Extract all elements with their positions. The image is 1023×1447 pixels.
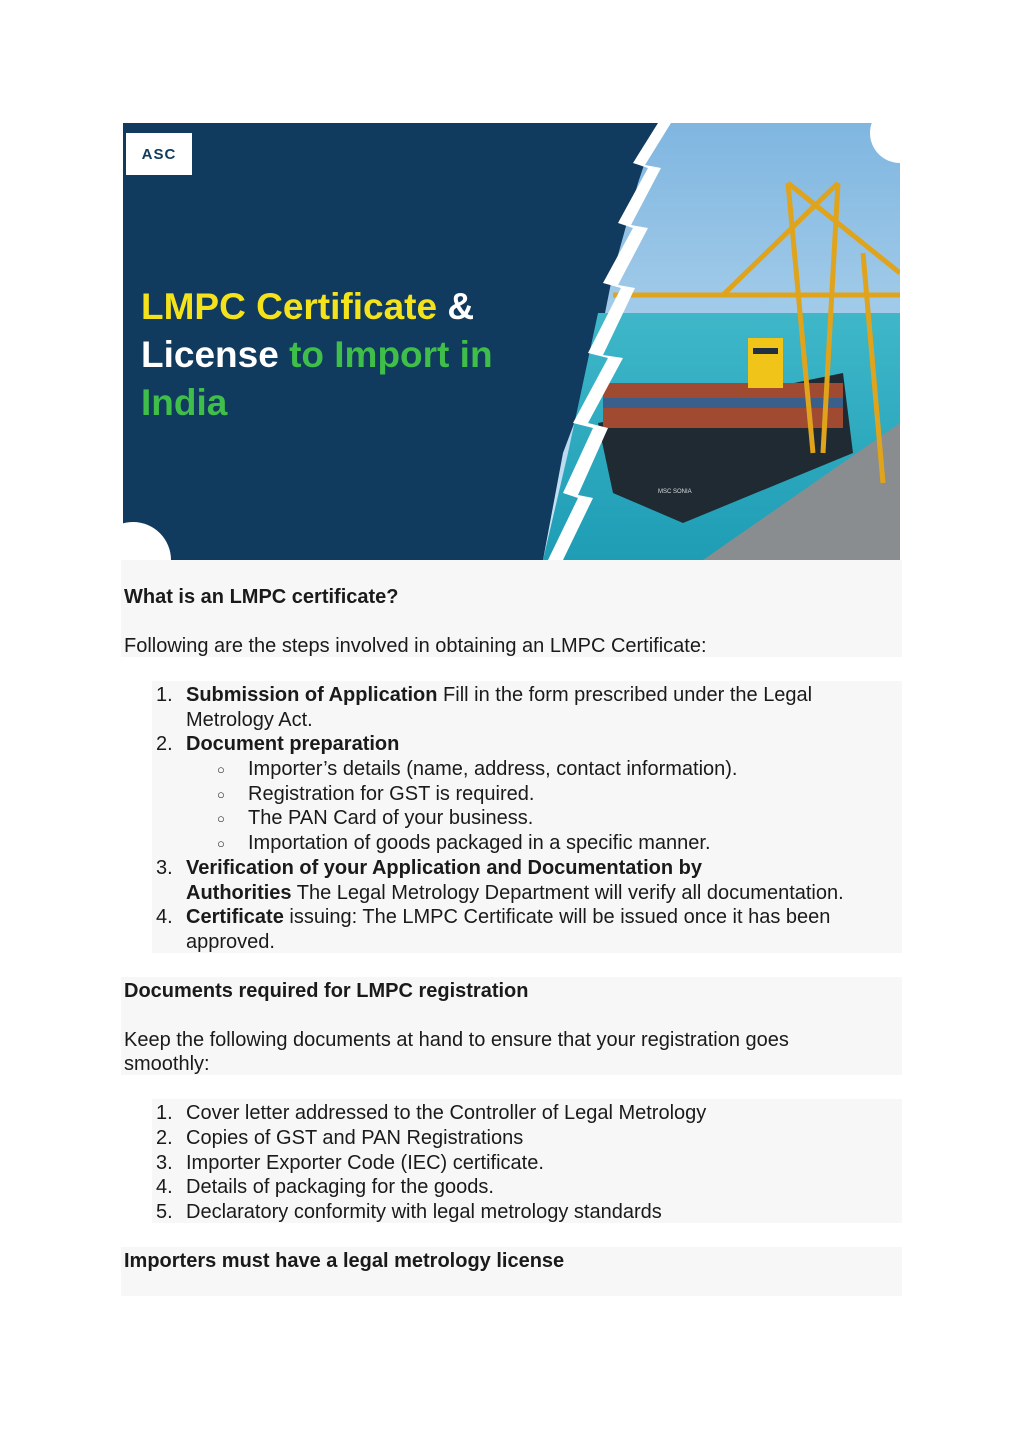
- list-number: 4.: [156, 1176, 173, 1198]
- step-number: 4.: [156, 906, 173, 928]
- step-1-title: Submission of Application: [186, 684, 438, 706]
- list-number: 1.: [156, 1102, 173, 1124]
- list-number: 3.: [156, 1152, 173, 1174]
- banner-title-line1: LMPC Certificate: [141, 286, 438, 327]
- list-item: Cover letter addressed to the Controller of Legal Metrology: [186, 1102, 707, 1124]
- section1-intro: Following are the steps involved in obtaining an LMPC Certificate:: [124, 635, 707, 657]
- step-2-title: Document preparation: [186, 733, 400, 755]
- section3-heading: Importers must have a legal metrology license: [124, 1250, 565, 1272]
- banner-title-line2a: License: [141, 334, 279, 375]
- list-number: 5.: [156, 1201, 173, 1223]
- step-number: 3.: [156, 857, 173, 879]
- step-4-cont: approved.: [186, 931, 275, 953]
- step-3-title: Verification of your Application and Documentation by: [186, 857, 702, 879]
- banner-title: [141, 283, 493, 427]
- list-item: Importation of goods packaged in a specific manner.: [248, 832, 711, 854]
- section1-heading: What is an LMPC certificate?: [124, 586, 399, 608]
- banner-title-amp: &: [437, 286, 475, 327]
- section2-heading: Documents required for LMPC registration: [124, 980, 529, 1002]
- list-item: Importer’s details (name, address, contact information).: [248, 758, 738, 780]
- section2-intro-line1: Keep the following documents at hand to ensure that your registration goes: [124, 1029, 789, 1051]
- bullet-icon: ○: [217, 787, 225, 802]
- list-item: Declaratory conformity with legal metrology standards: [186, 1201, 662, 1223]
- bullet-icon: ○: [217, 836, 225, 851]
- list-item: Registration for GST is required.: [248, 783, 535, 805]
- step-number: 2.: [156, 733, 173, 755]
- list-item: Importer Exporter Code (IEC) certificate.: [186, 1152, 544, 1174]
- asc-logo: ASC: [126, 133, 192, 175]
- banner-title-line3: India: [141, 382, 228, 423]
- step-1: [186, 683, 812, 708]
- ship-label: MSC SONIA: [658, 489, 692, 495]
- banner-image: [123, 123, 900, 560]
- bullet-icon: ○: [217, 811, 225, 826]
- step-4-title: Certificate: [186, 906, 284, 928]
- step-3-title2: Authorities: [186, 882, 292, 904]
- step-3-cont: [186, 881, 844, 906]
- list-item: Details of packaging for the goods.: [186, 1176, 494, 1198]
- list-item: Copies of GST and PAN Registrations: [186, 1127, 524, 1149]
- step-4-text: issuing: The LMPC Certificate will be issued once it has been: [283, 906, 831, 928]
- step-4: [186, 905, 830, 930]
- step-1-cont: Metrology Act.: [186, 709, 313, 731]
- list-number: 2.: [156, 1127, 173, 1149]
- banner-title-line2b: to Import in: [278, 334, 493, 375]
- section2-intro-line2: smoothly:: [124, 1053, 210, 1075]
- step-number: 1.: [156, 684, 173, 706]
- list-item: The PAN Card of your business.: [248, 807, 534, 829]
- step-3-text: The Legal Metrology Department will verify all documentation.: [291, 882, 844, 904]
- step-1-text: Fill in the form prescribed under the Legal: [437, 684, 813, 706]
- bullet-icon: ○: [217, 762, 225, 777]
